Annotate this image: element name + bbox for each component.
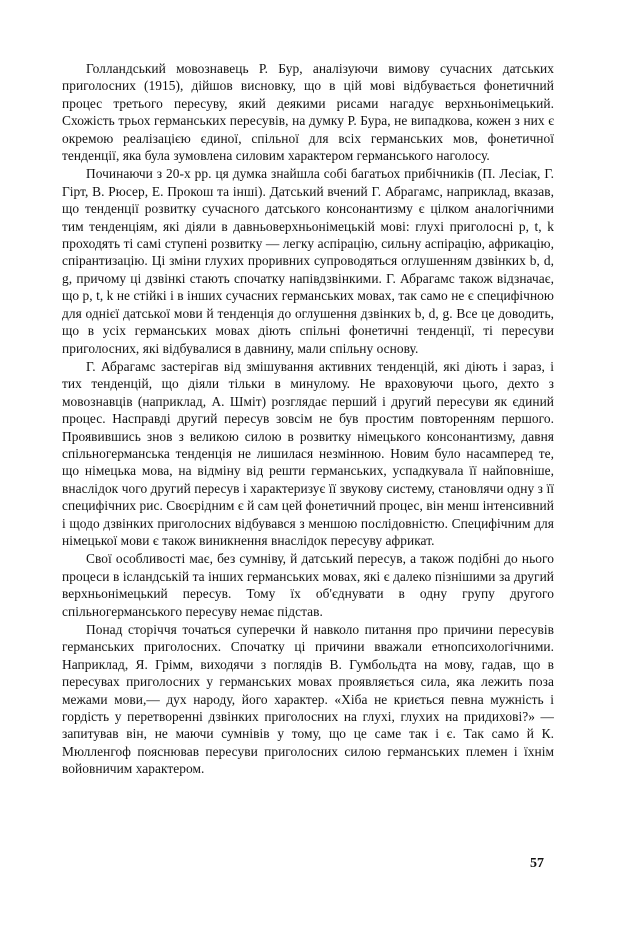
paragraph: Г. Абрагамс застерігав від змішування активних тенденцій, які діють і зараз, і тих тенденцій, що діяли тільки в минулому. Не враховуючи цього, дехто з мовознавців (наприклад, А. Шміт) розглядає перший і другий пересуви як єдиний процес. Насправді другий пересув зовсім не був простим повторенням першого. Проявившись знов з великою силою в розвитку німецького консонантизму, давня спільногерманська тенденція не лишилася незмінною. Новим було насамперед те, що німецька мова, на відміну від решти германських, успадкувала її найповніше, внаслідок чого другий пересув і характеризує її звукову систему, становлячи одну з її специфічних рис. Своєрідним є й сам цей фонетичний процес, він менш інтенсивний і щодо дзвінких приголосних відбувався з меншою послідовністю. Специфічним для німецької мови є також виникнення внаслідок пересуву африкат. (62, 358, 554, 548)
paragraph: Свої особливості має, без сумніву, й датський пересув, а також подібні до нього процеси в ісландській та інших германських мовах, які є далеко пізнішими за другий верхньонімецький пересув. Тому їх об'єднувати в одну групу другого спільногерманського пересуву немає підстав. (62, 551, 554, 619)
paragraph: Понад сторіччя точаться суперечки й навколо питання про причини пересувів германських приголосних. Спочатку ці причини вважали етнопсихологічними. Наприклад, Я. Грімм, виходячи з поглядів В. Гумбольдта на мову, гадав, що в пересувах приголосних у германських мовах проявляється сила, яка лежить поза межами мови,— дух народу, його характер. «Хіба не криється певна мужність і гордість у перетворенні дзвінких приголосних на глухі, глухих на придихові?» — запитував він, не маючи сумнівів у тому, що це саме так і є. Так само й К. Мюлленгоф пояснював пересуви приголосних силою германських племен і їхнім войовничим характером. (62, 622, 554, 777)
paragraph: Починаючи з 20-х рр. ця думка знайшла собі багатьох прибічників (П. Лесіак, Г. Гірт, В. Рюсер, Е. Прокош та інші). Датський вчений Г. Абрагамс, наприклад, вказав, що тенденції розвитку сучасного датського консонантизму є цілком аналогічними тим тенденціям, які діяли в давньоверхньонімецькій мові: глухі приголосні p, t, k проходять ті самі ступені розвитку — легку аспірацію, сильну аспірацію, африкацію, спірантизацію. Ці зміни глухих проривних супроводяться оглушенням дзвінких b, d, g, причому ці дзвінкі стають спочатку напівдзвінкими. Г. Абрагамс також відзначає, що p, t, k не стійкі і в інших сучасних германських мовах, так само не є специфічною для однієї датської мови й тенденція до оглушення дзвінких b, d, g. Все це доводить, що в усіх германських мовах діють спільні фонетичні тенденції, ті пересуви приголосних, які відбувалися в давнину, мали спільну основу. (62, 166, 554, 356)
page-number: 57 (530, 856, 544, 871)
paragraph: Голландський мовознавець Р. Бур, аналізуючи вимову сучасних датських приголосних (1915), дійшов висновку, що в цій мові відбувається фонетичний процес третього пересуву, який деякими рисами нагадує верхньонімецький. Схожість трьох германських пересувів, на думку Р. Бура, не випадкова, кожен з них є окремою реалізацією єдиної, спільної для всіх германських мов, фонетичної тенденції, яка була зумовлена силовим характером германського наголосу. (62, 61, 554, 164)
body-text (62, 60, 554, 778)
